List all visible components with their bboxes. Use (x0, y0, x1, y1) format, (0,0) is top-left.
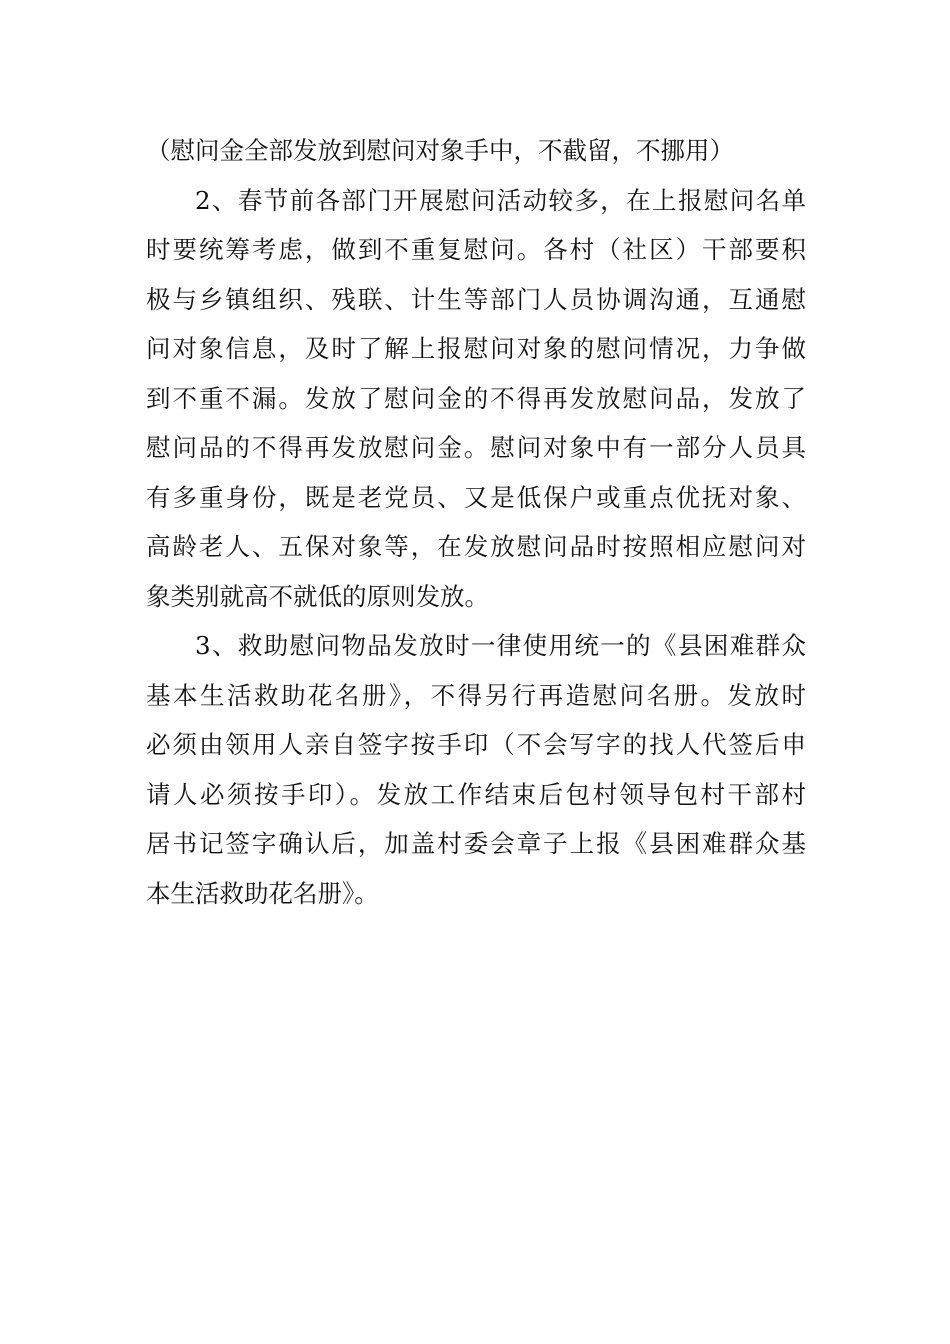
text-line: （慰问金全部发放到慰问对象手中，不截留，不挪用） (146, 136, 734, 165)
text-line: 到不重不漏。发放了慰问金的不得再发放慰问品，发放了 (146, 383, 806, 413)
text-line: 有多重身份，既是老党员、又是低保户或重点优抚对象、 (146, 482, 806, 512)
document-body (146, 126, 806, 918)
text-line: 极与乡镇组织、残联、计生等部门人员协调沟通，互通慰 (146, 284, 806, 314)
text-line: 必须由领用人亲自签字按手印（不会写字的找人代签后申 (146, 730, 806, 759)
paragraph-intro-note (146, 126, 806, 176)
text-line: 慰问品的不得再发放慰问金。慰问对象中有一部分人员具 (146, 433, 806, 462)
text-line: 时要统筹考虑，做到不重复慰问。各村（社区）干部要积 (146, 235, 806, 264)
text-line: 请人必须按手印）。发放工作结束后包村领导包村干部村 (146, 779, 806, 809)
text-line: 象类别就高不就低的原则发放。 (146, 581, 489, 611)
text-line: 高龄老人、五保对象等，在发放慰问品时按照相应慰问对 (146, 532, 806, 561)
text-line: 本生活救助花名册》。 (146, 878, 379, 908)
text-line: 3、救助慰问物品发放时一律使用统一的《县困难群众 (195, 631, 806, 660)
text-line: 基本生活救助花名册》，不得另行再造慰问名册。发放时 (146, 680, 806, 710)
text-line: 居书记签字确认后，加盖村委会章子上报《县困难群众基 (146, 829, 806, 858)
text-line: 问对象信息，及时了解上报慰问对象的慰问情况，力争做 (146, 334, 806, 363)
text-line: 2、春节前各部门开展慰问活动较多，在上报慰问名单 (195, 185, 806, 215)
paragraph-item-2 (146, 176, 806, 622)
paragraph-item-3 (146, 621, 806, 918)
